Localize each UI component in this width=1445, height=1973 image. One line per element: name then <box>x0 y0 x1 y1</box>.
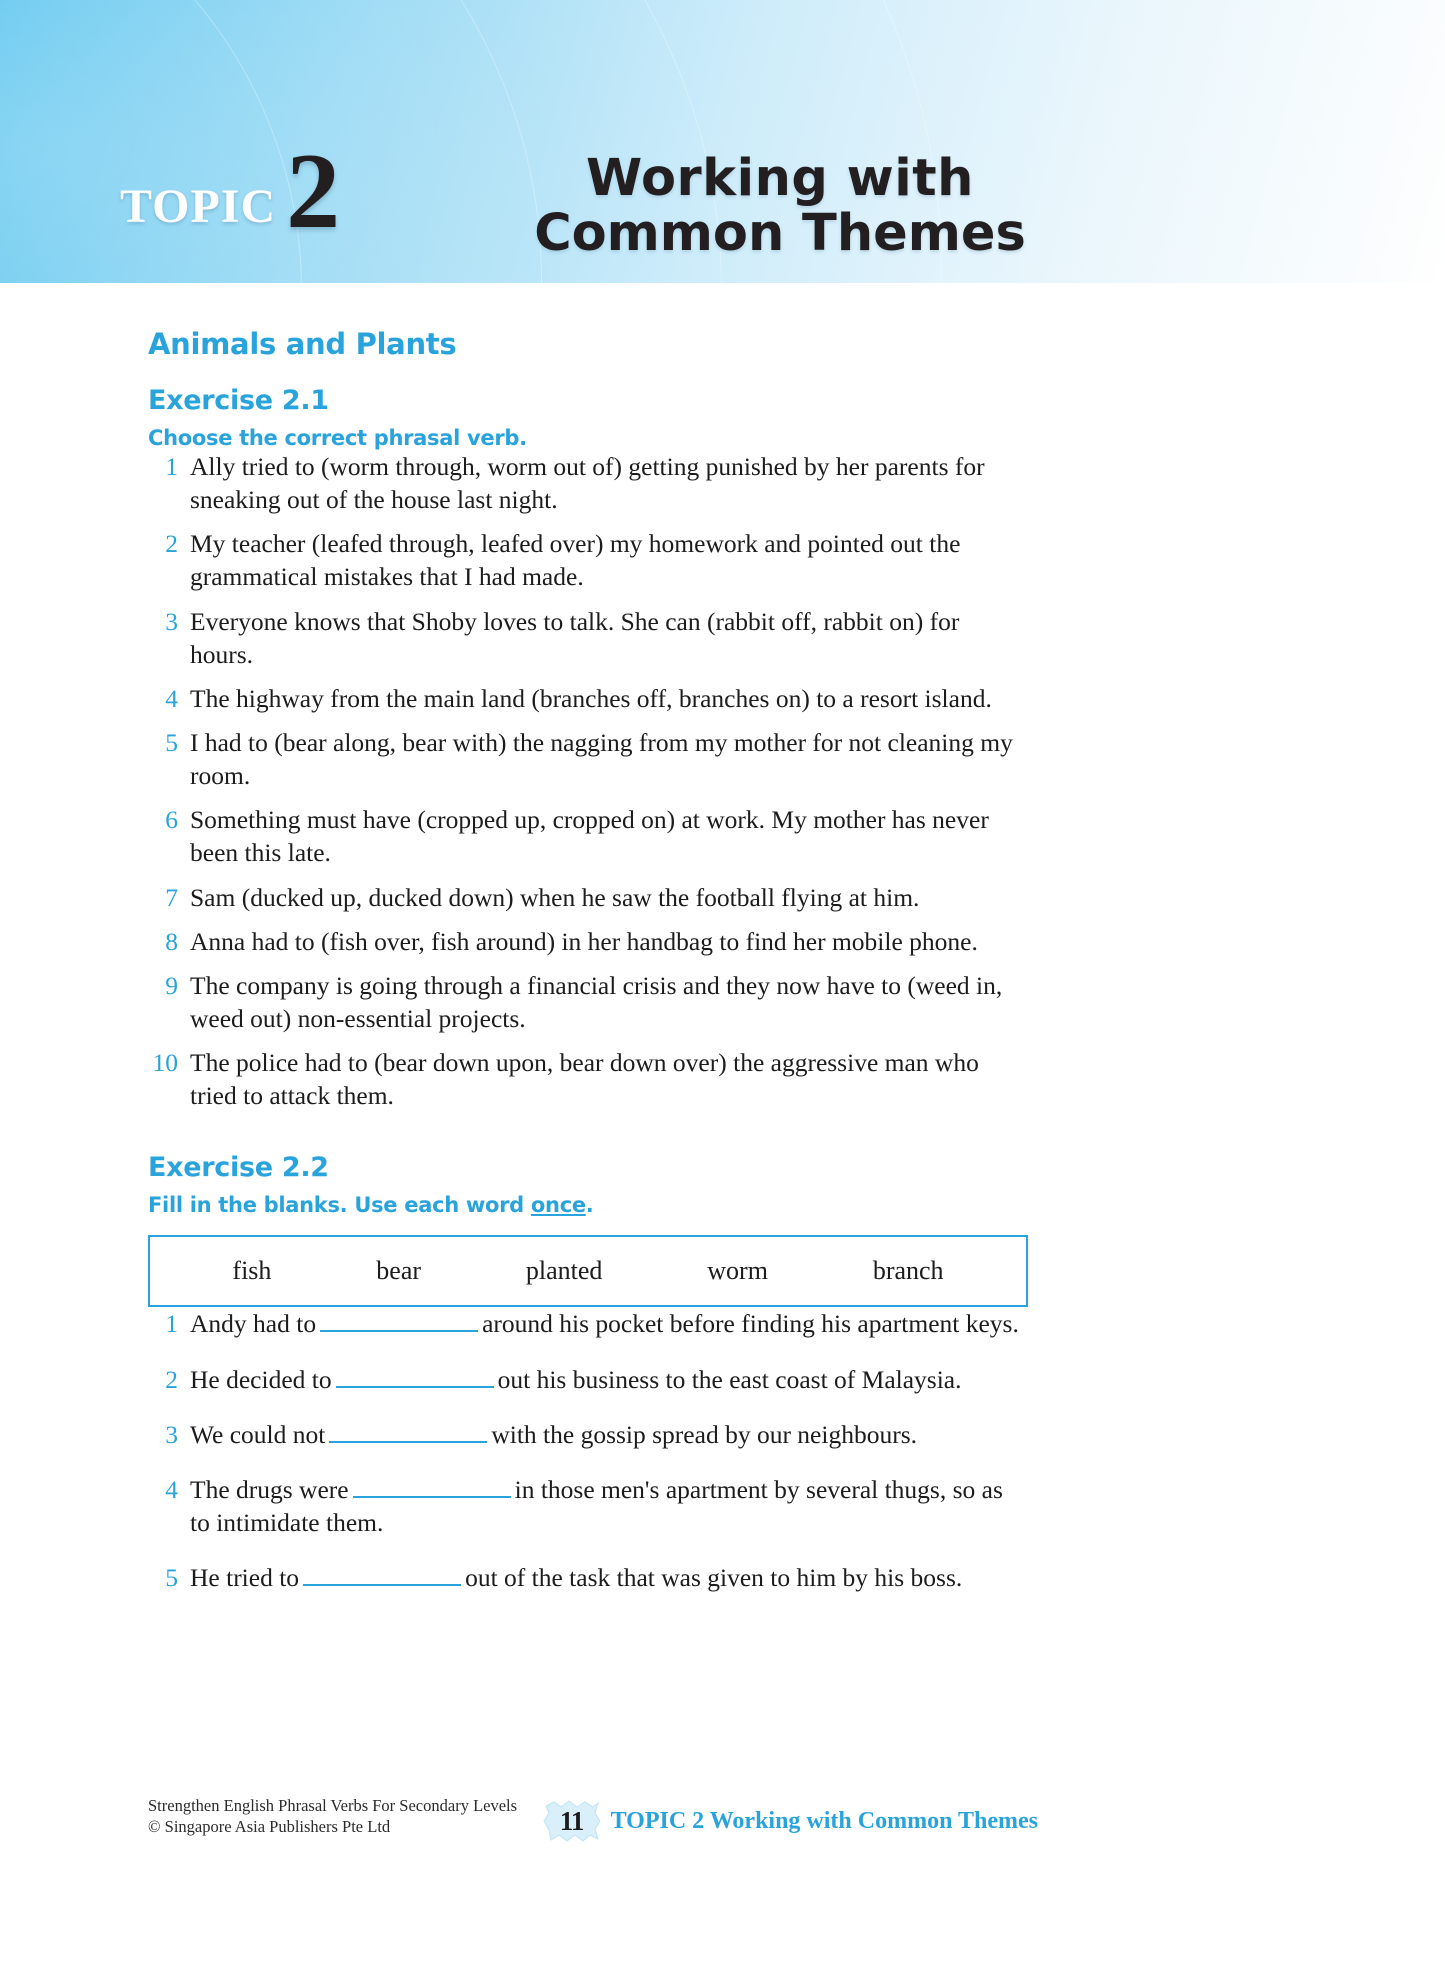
list-item <box>148 1363 1028 1396</box>
instruction-text-before: Fill in the blanks. Use each word <box>148 1193 531 1218</box>
section-title: Animals and Plants <box>148 327 457 361</box>
question-text <box>190 1473 1028 1539</box>
question-number: 4 <box>165 1474 178 1504</box>
question-text-before-blank: He decided to <box>190 1364 332 1394</box>
answer-blank[interactable] <box>329 1421 487 1443</box>
question-number: 5 <box>165 727 178 757</box>
instruction-text-after: . <box>585 1193 594 1218</box>
topic-number: 2 <box>286 132 341 251</box>
question-text-after-blank: out of the task that was given to him by his boss. <box>465 1563 963 1593</box>
content-column <box>148 327 1028 1594</box>
page-footer <box>148 1795 1038 1843</box>
question-text: The highway from the main land (branches off, branches on) to a resort island. <box>190 683 992 713</box>
exercise-2-1-question-list <box>148 450 1028 1112</box>
question-number: 8 <box>165 926 178 956</box>
footer-book-title: Strengthen English Phrasal Verbs For Secondary Levels <box>148 1796 518 1815</box>
list-item <box>148 1418 1028 1451</box>
word-bank-item: planted <box>525 1256 603 1286</box>
page-title-line2: Common Themes <box>534 203 1026 263</box>
page-body <box>0 283 1445 1616</box>
footer-credit <box>148 1795 531 1837</box>
word-bank-item: fish <box>232 1256 272 1286</box>
question-number: 4 <box>165 683 178 713</box>
page-header-banner <box>0 0 1445 283</box>
exercise-2-1-title: Exercise 2.1 <box>148 385 329 416</box>
exercise-2-2-instruction <box>148 1193 1028 1217</box>
question-text: Everyone knows that Shoby loves to talk. She can (rabbit off, rabbit on) for hours. <box>190 606 960 669</box>
word-bank-box <box>148 1235 1028 1307</box>
decorative-arc <box>0 0 302 283</box>
instruction-underlined-word: once <box>530 1193 586 1218</box>
question-number: 5 <box>165 1563 178 1593</box>
question-text <box>190 1561 1028 1594</box>
list-item <box>148 726 1028 792</box>
answer-blank[interactable] <box>336 1366 494 1388</box>
exercise-2-2-question-list <box>148 1307 1028 1594</box>
list-item <box>148 1473 1028 1539</box>
question-text-after-blank: around his pocket before finding his apartment keys. <box>482 1309 1019 1339</box>
question-text: Ally tried to (worm through, worm out of) getting punished by her parents for sneaking out of the house last night. <box>190 452 985 515</box>
question-text: Anna had to (fish over, fish around) in her handbag to find her mobile phone. <box>190 926 978 956</box>
question-text: My teacher (leafed through, leafed over) my homework and pointed out the grammatical mistakes that I had made. <box>190 529 961 592</box>
answer-blank[interactable] <box>320 1310 478 1332</box>
list-item <box>148 450 1028 516</box>
question-text <box>190 1307 1028 1340</box>
page-number: 11 <box>559 1805 584 1836</box>
list-item <box>148 803 1028 869</box>
list-item <box>148 1561 1028 1594</box>
question-text: Sam (ducked up, ducked down) when he saw the football flying at him. <box>190 882 920 912</box>
question-number: 3 <box>165 606 178 636</box>
list-item <box>148 1307 1028 1340</box>
page-number-badge <box>543 1799 601 1843</box>
answer-blank[interactable] <box>353 1476 511 1498</box>
question-text-before-blank: Andy had to <box>190 1309 317 1339</box>
question-text: The police had to (bear down upon, bear down over) the aggressive man who tried to attack them. <box>190 1048 979 1111</box>
question-text: Something must have (cropped up, cropped on) at work. My mother has never been this late. <box>190 805 989 868</box>
question-number: 1 <box>165 1309 178 1339</box>
question-number: 2 <box>165 529 178 559</box>
question-text: The company is going through a financial crisis and they now have to (weed in, weed out) non-essential projects. <box>190 970 1003 1033</box>
question-text-before-blank: He tried to <box>190 1563 300 1593</box>
word-bank-item: branch <box>872 1256 944 1286</box>
question-text <box>190 1418 1028 1451</box>
question-number: 9 <box>165 970 178 1000</box>
question-text-before-blank: We could not <box>190 1419 326 1449</box>
word-bank-item: worm <box>707 1256 768 1286</box>
question-number: 6 <box>165 805 178 835</box>
page-title-line1: Working with <box>586 149 974 208</box>
topic-label-block <box>120 132 341 251</box>
question-number: 3 <box>165 1419 178 1449</box>
footer-copyright: © Singapore Asia Publishers Pte Ltd <box>148 1817 391 1837</box>
question-number: 1 <box>165 452 178 481</box>
question-text <box>190 1363 1028 1396</box>
word-bank-item: bear <box>376 1256 422 1286</box>
question-text: I had to (bear along, bear with) the nagging from my mother for not cleaning my room. <box>190 727 1013 791</box>
list-item <box>148 881 1028 914</box>
exercise-2-1-instruction: Choose the correct phrasal verb. <box>148 426 527 450</box>
topic-word: TOPIC <box>120 179 277 233</box>
list-item <box>148 605 1028 671</box>
question-number: 7 <box>165 882 178 912</box>
list-item <box>148 925 1028 958</box>
list-item <box>148 682 1028 715</box>
list-item <box>148 969 1028 1035</box>
question-text-after-blank: with the gossip spread by our neighbours. <box>491 1419 917 1449</box>
footer-topic-label: TOPIC 2 Working with Common Themes <box>610 1807 1038 1834</box>
footer-page-marker <box>543 1799 1038 1843</box>
question-text-after-blank: in those men's apartment by several thugs, so as to intimidate them. <box>190 1474 1003 1537</box>
page-title <box>460 149 1100 263</box>
question-number: 2 <box>165 1364 178 1394</box>
question-number: 10 <box>152 1048 178 1078</box>
list-item <box>148 527 1028 593</box>
list-item <box>148 1046 1028 1112</box>
question-text-after-blank: out his business to the east coast of Malaysia. <box>497 1364 962 1394</box>
exercise-2-2-title: Exercise 2.2 <box>148 1152 329 1184</box>
question-text-before-blank: The drugs were <box>190 1474 349 1504</box>
answer-blank[interactable] <box>303 1564 461 1586</box>
